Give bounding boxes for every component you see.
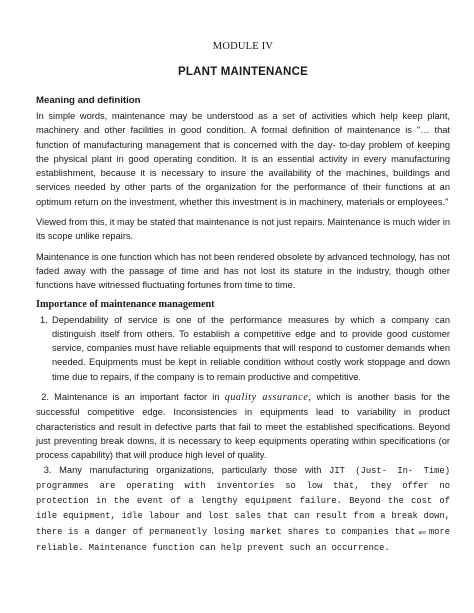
document-page (36, 41, 450, 555)
list-text-before: Many manufacturing organizations, particularly those with (59, 464, 330, 475)
list-text: Dependability of service is one of the performance measures by which a company can distinguish itself from others. To establish a competitive edge and to provide good customer service, companies must have reliable equipments that will respond to customer demands when needed. Equipments must be kept in reliable condition without costly work stoppage and down time due to repairs, if the company is to remain productive and competitive. (52, 314, 450, 382)
list-number: 3. (43, 464, 52, 475)
list-text-before: Maintenance is an important factor in (54, 392, 225, 403)
list-number: 2. (41, 392, 49, 403)
page-title: PLANT MAINTENANCE (178, 66, 308, 78)
module-label: MODULE IV (212, 41, 274, 52)
list-text-after: which is another basis for the successful competitive edge. Inconsistencies in equipments lead to variability in product characteristics and result in defective parts that fail to meet the established specifications. Beyond just preventing break downs, it is necessary to keep equipments operating within specifications (or process capability) that will produce high level of quality. (36, 392, 450, 461)
paragraph-function: Maintenance is one function which has not been rendered obsolete by advanced technology, has not faded away with the passage of time and has not lost its stature in the industry, though other functions have witnessed fluctuating fortunes from time to time. (36, 251, 450, 291)
section-heading-meaning: Meaning and definition (36, 95, 141, 106)
emphasis-quality-assurance: quality assurance, (224, 392, 312, 404)
tiny-word: are (418, 529, 426, 536)
list-item-1 (36, 313, 450, 384)
paragraph-viewed: Viewed from this, it may be stated that maintenance is not just repairs. Maintenance is much wider in its scope unlike repairs. (36, 217, 450, 242)
list-text-jit: JIT (Just- In- Time) programmes are operating with inventories so low that, they offer no protection in the event of a lengthy equipment failure. Beyond the cost of idle equipment, idle labour and lost sales that can result from a break down, there is a danger of permanently losing market shares to companies that (36, 465, 450, 537)
list-number: 1. (40, 314, 48, 325)
paragraph-definition: In simple words, maintenance may be understood as a set of activities which help keep plant, machinery and other facilities in good condition. A formal definition of maintenance is "… that function of manufacturing management that is concerned with the day- to-day problem of keeping the physical plant in good operating condition. It is an essential activity in every manufacturing establishment, because it is necessary to insure the availability of the machines, buildings and services needed by other parts of the organization for the performance of their functions at an optimum return on the investment, whether this investment is in machinery, materials or employees." (36, 111, 450, 207)
list-text-jit-end: more reliable. Maintenance function can help prevent such an occurrence. (36, 526, 451, 554)
list-item-3 (36, 463, 450, 556)
list-item-2 (36, 390, 450, 462)
section-heading-importance: Importance of maintenance management (36, 298, 215, 310)
